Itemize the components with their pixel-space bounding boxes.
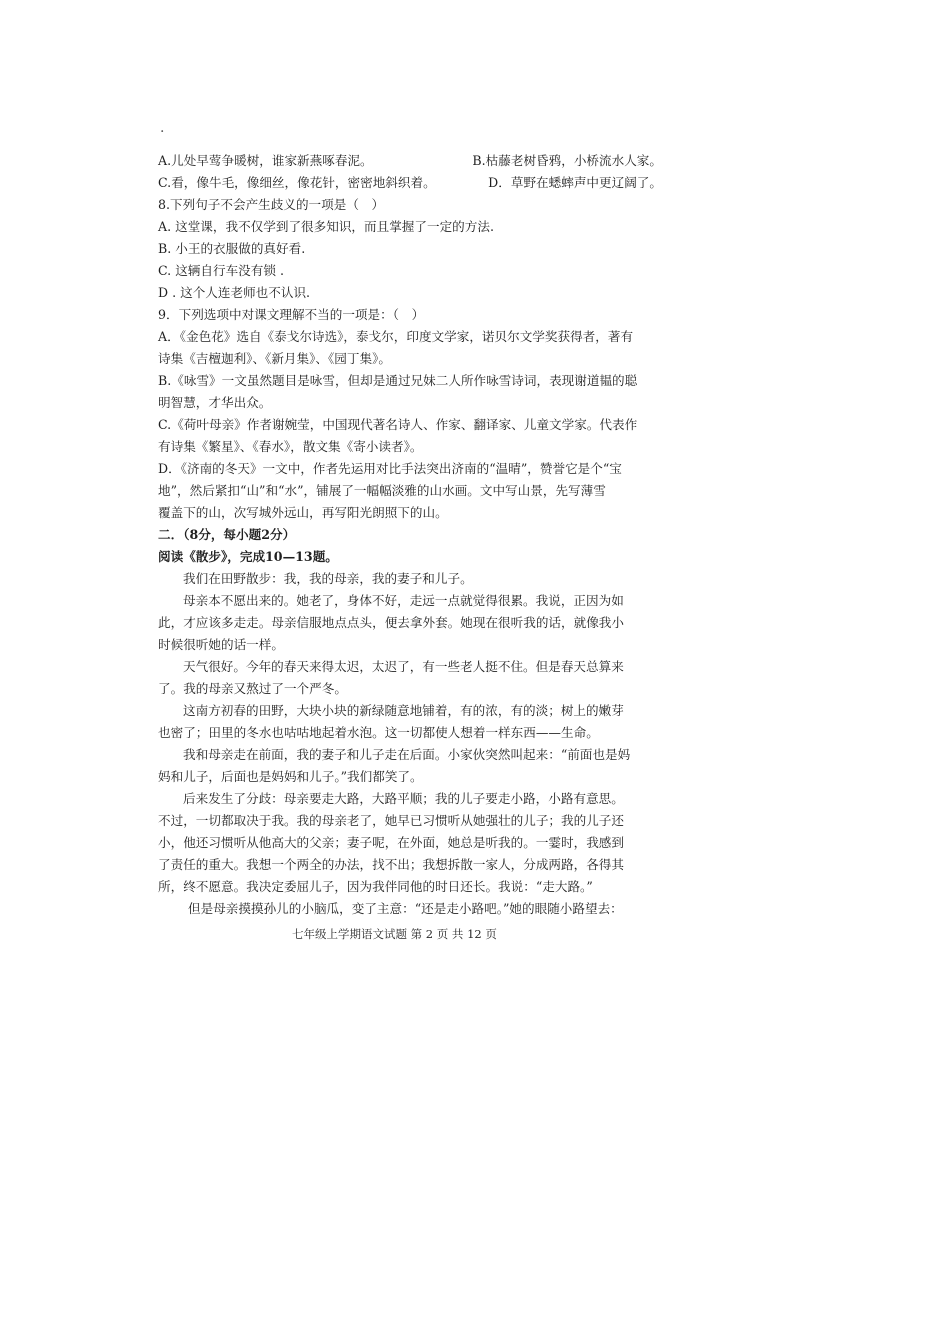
section-2-heading: 二．（8分，每小题2分） [158,527,296,542]
passage-line: 了。我的母亲又熬过了一个严冬。 [158,681,347,696]
passage-line: 此，才应该多走走。母亲信服地点点头，便去拿外套。她现在很听我的话，就像我小 [158,615,624,630]
q8-option-a: A. 这堂课，我不仅学到了很多知识，而且掌握了一定的方法. [158,219,494,234]
option-b-prev: B.枯藤老树昏鸦，小桥流水人家。 [472,153,662,168]
options-row-ab [158,150,662,172]
q9-option-b-line1: B.《咏雪》一文虽然题目是咏雪，但却是通过兄妹二人所作咏雪诗词，表现谢道韫的聪 [158,373,638,388]
q9-option-b-line2: 明智慧，才华出众。 [158,395,272,410]
passage-line: 但是母亲摸摸孙儿的小脑瓜，变了主意：“还是走小路吧。”她的眼随小路望去： [188,901,623,916]
q8-option-d: D . 这个人连老师也不认识. [158,285,311,300]
q9-option-c-line1: C.《荷叶母亲》作者谢婉莹，中国现代著名诗人、作家、翻译家、儿童文学家。代表作 [158,417,638,432]
q9-option-d-line1: D．《济南的冬天》一文中，作者先运用对比手法突出济南的“温晴”，赞誉它是个“宝 [158,461,622,476]
passage-line: 时候很听她的话一样。 [158,637,284,652]
q9-option-a-line2: 诗集《吉檀迦利》、《新月集》、《园丁集》。 [158,351,391,366]
q9-option-a-line1: A．《金色花》选自《泰戈尔诗选》，泰戈尔，印度文学家，诺贝尔文学奖获得者，著有 [158,329,634,344]
exam-content [158,150,662,920]
passage-line: 不过，一切都取决于我。我的母亲老了，她早已习惯听从她强壮的儿子；我的儿子还 [158,813,624,828]
passage-line: 我们在田野散步：我，我的母亲，我的妻子和儿子。 [183,571,473,586]
section-2-instruction: 阅读《散步》，完成10—13题。 [158,549,338,564]
passage-line: 这南方初春的田野，大块小块的新绿随意地铺着，有的浓，有的淡；树上的嫩芽 [183,703,624,718]
passage-line: 后来发生了分歧：母亲要走大路，大路平顺；我的儿子要走小路，小路有意思。 [183,791,624,806]
passage-line: 也密了；田里的冬水也咕咕地起着水泡。这一切都使人想着一样东西——生命。 [158,725,599,740]
q9-option-c-line2: 有诗集《繁星》、《春水》，散文集《寄小读者》。 [158,439,423,454]
passage-line: 我和母亲走在前面，我的妻子和儿子走在后面。小家伙突然叫起来：“前面也是妈 [183,747,631,762]
q8-option-b: B. 小王的衣服做的真好看. [158,241,306,256]
q8-stem: 8.下列句子不会产生歧义的一项是（ ） [158,197,385,212]
passage-line: 母亲本不愿出来的。她老了，身体不好，走远一点就觉得很累。我说，正因为如 [183,593,624,608]
passage-line: 天气很好。今年的春天来得太迟，太迟了，有一些老人挺不住。但是春天总算来 [183,659,624,674]
option-a-prev: A.儿处早莺争暖树，谁家新燕啄春泥。 [158,153,373,168]
passage-line: 所，终不愿意。我决定委屈儿子，因为我伴同他的时日还长。我说：“走大路。” [158,879,593,894]
top-mark: · [160,124,165,140]
q9-option-d-line3: 覆盖下的山，次写城外远山，再写阳光朗照下的山。 [158,505,448,520]
options-row-cd [158,172,662,194]
q9-option-d-line2: 地”，然后紧扣“山”和“水”，铺展了一幅幅淡雅的山水画。文中写山景，先写薄雪 [158,483,606,498]
passage-line: 妈和儿子，后面也是妈妈和儿子。”我们都笑了。 [158,769,423,784]
q9-stem: 9．下列选项中对课文理解不当的一项是：（ ） [158,307,425,322]
option-c-prev: C.看，像牛毛，像细丝，像花针，密密地斜织着。 [158,175,436,190]
page-footer: 七年级上学期语文试题 第 2 页 共 12 页 [292,927,497,941]
passage-line: 了责任的重大。我想一个两全的办法，找不出；我想拆散一家人，分成两路，各得其 [158,857,624,872]
option-d-prev: D．草野在蟋蟀声中更辽阔了。 [488,175,662,190]
passage-line: 小，他还习惯听从他高大的父亲；妻子呢，在外面，她总是听我的。一霎时，我感到 [158,835,624,850]
q8-option-c: C. 这辆自行车没有锁 . [158,263,284,278]
